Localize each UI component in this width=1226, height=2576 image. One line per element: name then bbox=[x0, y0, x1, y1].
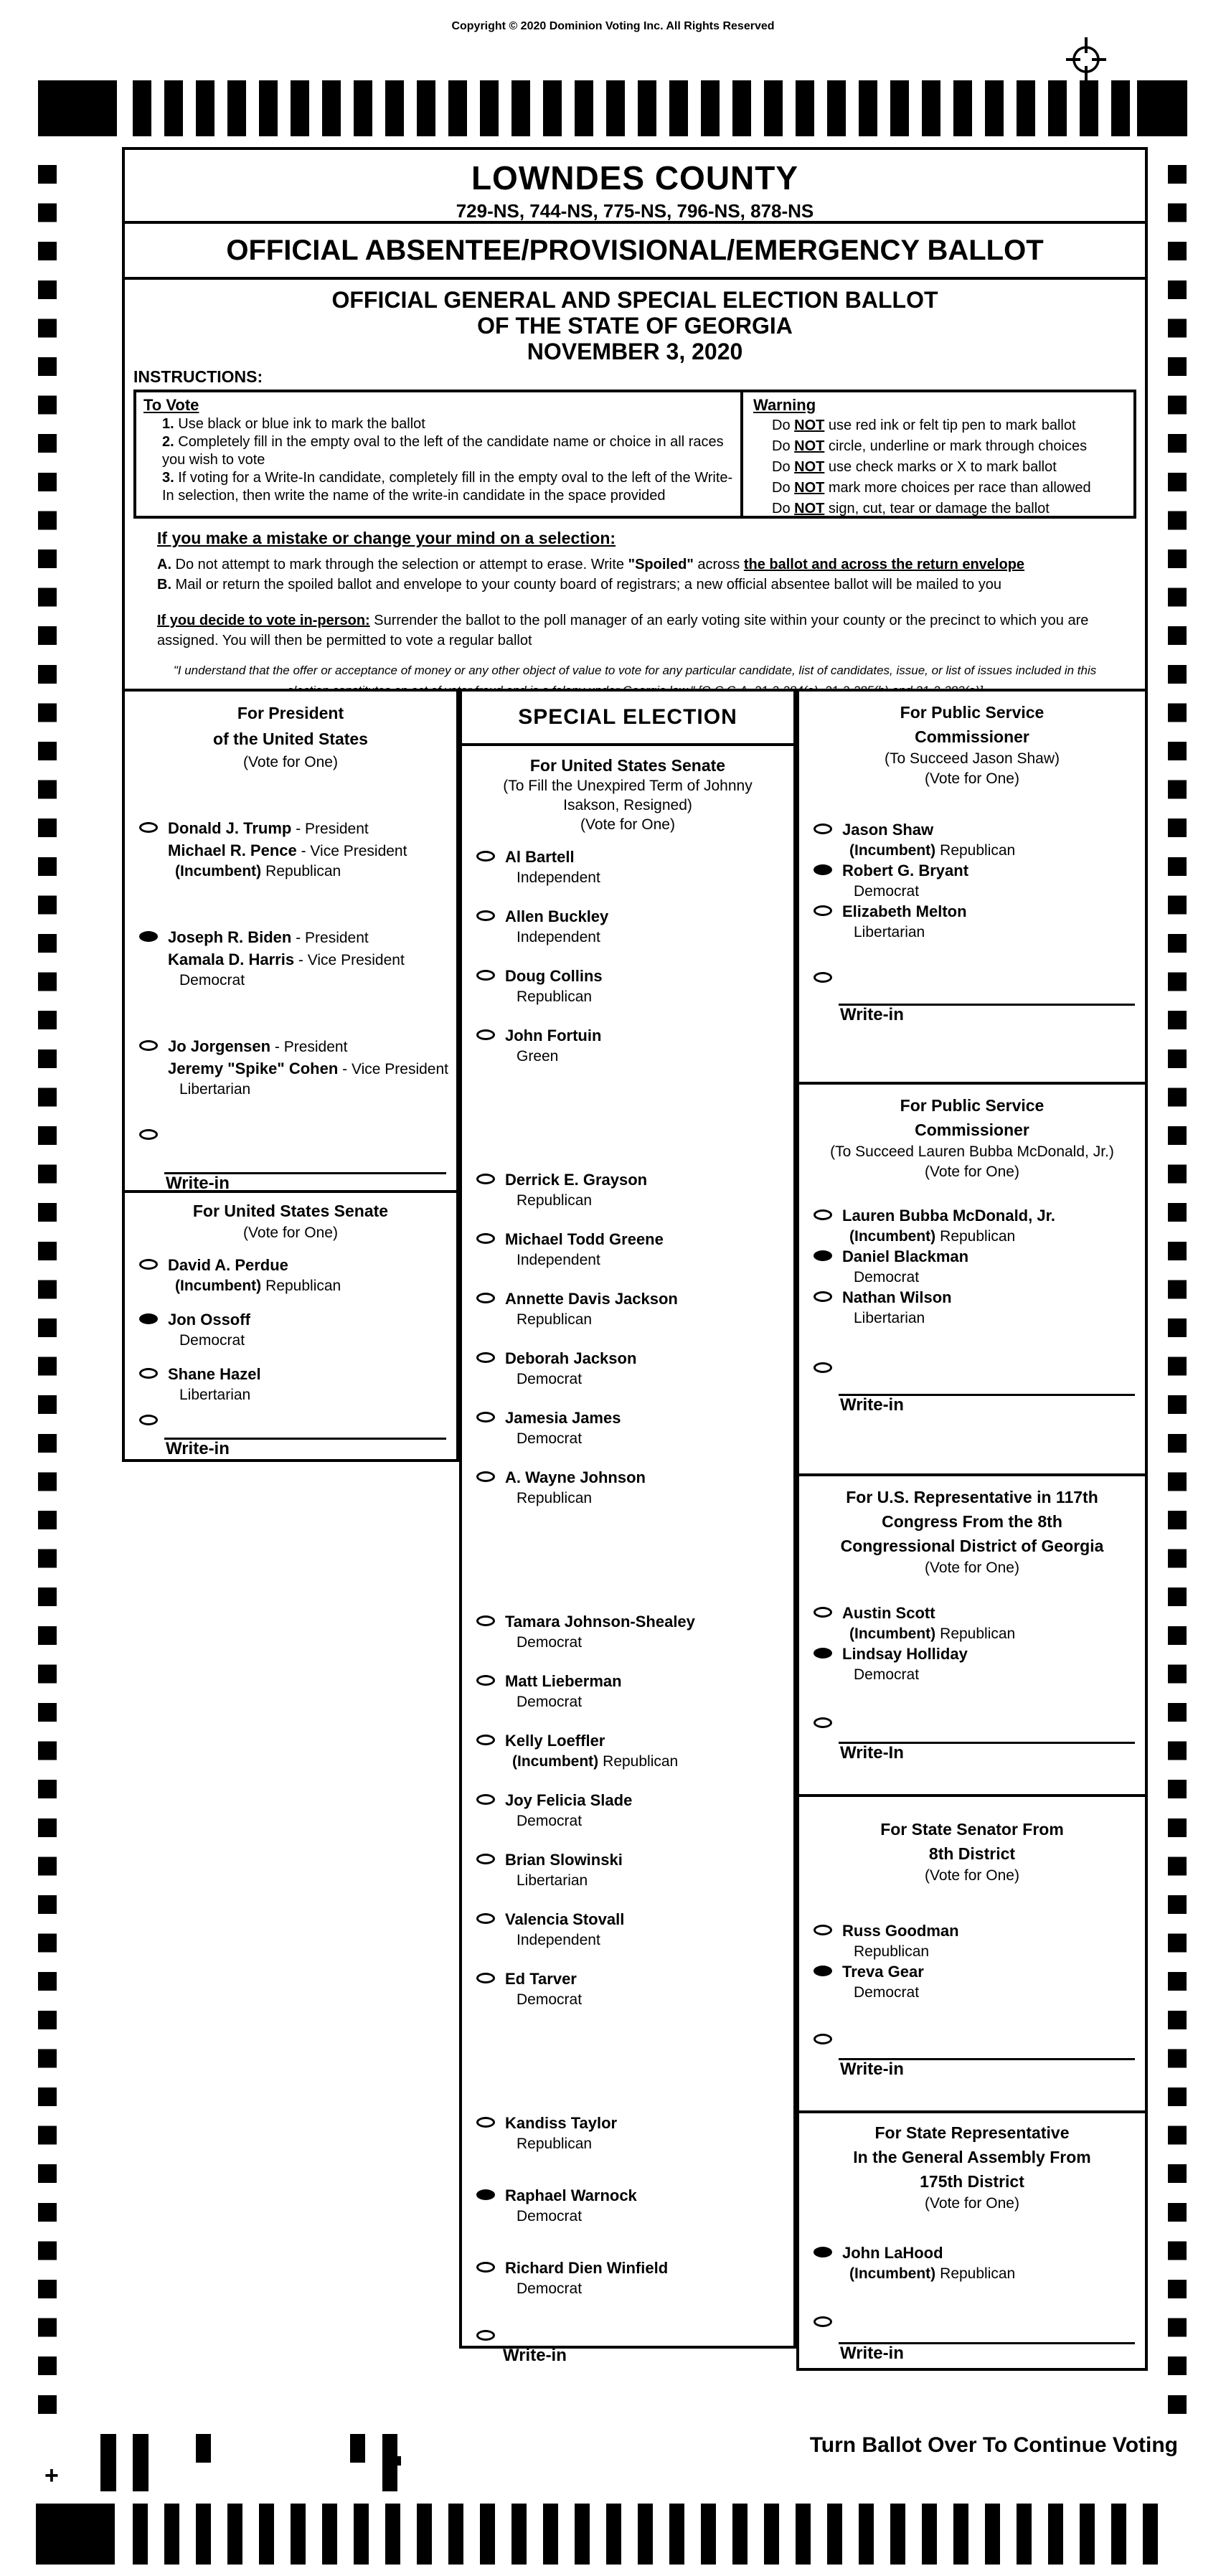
candidate-party: (Incumbent) Republican bbox=[849, 1228, 1016, 1245]
contest-header bbox=[462, 746, 793, 835]
candidate-row bbox=[799, 819, 1145, 860]
candidate-oval[interactable] bbox=[476, 1615, 495, 1626]
candidate-party: Independent bbox=[517, 929, 600, 945]
candidate-oval[interactable] bbox=[476, 851, 495, 862]
candidate-oval[interactable] bbox=[476, 1233, 495, 1244]
precinct-list: 729-NS, 744-NS, 775-NS, 796-NS, 878-NS bbox=[456, 200, 814, 222]
contest-header bbox=[799, 1476, 1145, 1578]
write-in-area bbox=[799, 2034, 1145, 2079]
barcode-bar bbox=[350, 2434, 365, 2463]
write-in-oval[interactable] bbox=[814, 1362, 832, 1373]
candidate-party: Republican bbox=[517, 1192, 593, 1209]
candidate-oval[interactable] bbox=[476, 1471, 495, 1482]
timing-marks-bottom bbox=[133, 2504, 1159, 2565]
candidate-row bbox=[462, 1790, 793, 1831]
candidate-list bbox=[125, 1255, 456, 1405]
candidate-name: Elizabeth Melton bbox=[842, 902, 967, 920]
candidate-oval[interactable] bbox=[814, 1250, 832, 1261]
candidate-name: Lauren Bubba McDonald, Jr. bbox=[842, 1207, 1056, 1225]
candidate-row bbox=[462, 1288, 793, 1329]
candidate-oval[interactable] bbox=[814, 1209, 832, 1220]
candidate-oval[interactable] bbox=[476, 1174, 495, 1184]
candidate-party: Green bbox=[517, 1048, 559, 1065]
candidate-oval[interactable] bbox=[476, 2117, 495, 2128]
candidate-name: Raphael Warnock bbox=[505, 2186, 637, 2204]
candidate-name: John LaHood bbox=[842, 2244, 943, 2262]
candidate-row bbox=[799, 1961, 1145, 2002]
write-in-label: Write-In bbox=[840, 1743, 904, 1763]
candidate-row bbox=[125, 1309, 456, 1350]
candidate-name: Allen Buckley bbox=[505, 907, 609, 925]
mistake-step-b: B. Mail or return the spoiled ballot and envelope to your county board of registrars; a new official absentee ballot will be mailed to you bbox=[157, 577, 1001, 593]
write-in-oval[interactable] bbox=[814, 972, 832, 983]
candidate-name: Treva Gear bbox=[842, 1963, 924, 1981]
contest-us-rep-8th bbox=[799, 1476, 1145, 1797]
candidate-party: Democrat bbox=[517, 2280, 583, 2297]
candidate-oval[interactable] bbox=[476, 1913, 495, 1924]
candidate-name: Derrick E. Grayson bbox=[505, 1171, 648, 1189]
mistake-heading: If you make a mistake or change your mind on a selection: bbox=[157, 529, 616, 547]
candidate-party: Democrat bbox=[517, 2208, 583, 2224]
candidate-party: Republican bbox=[517, 2136, 593, 2152]
candidate-name: Joseph R. Biden - President bbox=[168, 928, 369, 946]
candidate-oval[interactable] bbox=[139, 931, 158, 942]
candidate-party: Libertarian bbox=[517, 1872, 588, 1889]
candidate-name: A. Wayne Johnson bbox=[505, 1468, 646, 1486]
candidate-oval[interactable] bbox=[814, 1291, 832, 1302]
write-in-area bbox=[799, 2316, 1145, 2363]
contest-title: For President of the United States bbox=[213, 704, 368, 748]
vote-for-instruction: (Vote for One) bbox=[925, 1867, 1019, 1884]
column-left bbox=[122, 689, 459, 1462]
candidate-row bbox=[799, 1920, 1145, 1961]
candidate-name: Valencia Stovall bbox=[505, 1910, 625, 1928]
contest-title: For Public Service Commissioner bbox=[900, 1096, 1045, 1139]
timing-mark-block-bottom-left bbox=[36, 2504, 115, 2565]
vote-for-instruction: (Vote for One) bbox=[925, 770, 1019, 787]
write-in-area bbox=[799, 1717, 1145, 1763]
tiny-print-mark bbox=[394, 2456, 401, 2466]
candidate-row bbox=[125, 1364, 456, 1405]
barcode-bar bbox=[133, 2434, 148, 2491]
fraud-statement: "I understand that the offer or acceptance of money or any other object of value to vote for any particular candidate, list of candidates, issue, or list of issues included in this bbox=[173, 664, 1097, 677]
write-in-oval[interactable] bbox=[139, 1129, 158, 1140]
ballot-type-box bbox=[122, 224, 1148, 280]
in-person-note: If you decide to vote in-person: Surrender the ballot to the poll manager of an early voting site within your county or the precinct to which you are assigned. You will then be permitted to vote a regular ballot bbox=[157, 613, 1089, 648]
vote-for-instruction: (Vote for One) bbox=[925, 2195, 1019, 2212]
candidate-list bbox=[799, 1920, 1145, 2002]
candidate-row bbox=[125, 927, 456, 990]
ballot-body bbox=[122, 147, 1148, 2371]
write-in-label: Write-in bbox=[166, 1439, 230, 1458]
candidate-oval[interactable] bbox=[476, 2189, 495, 2200]
candidate-name: Robert G. Bryant bbox=[842, 862, 969, 879]
ballot-type-title: OFFICIAL ABSENTEE/PROVISIONAL/EMERGENCY BALLOT bbox=[226, 234, 1044, 266]
candidate-party: Libertarian bbox=[854, 1310, 925, 1326]
candidate-name: Matt Lieberman bbox=[505, 1672, 622, 1690]
candidate-name: Lindsay Holliday bbox=[842, 1645, 968, 1663]
candidate-oval[interactable] bbox=[476, 1675, 495, 1686]
write-in-label: Write-in bbox=[840, 1395, 904, 1415]
contest-state-senator-8th bbox=[799, 1797, 1145, 2113]
candidate-row bbox=[125, 1255, 456, 1296]
candidate-party: Democrat bbox=[517, 1371, 583, 1387]
candidate-row bbox=[462, 2113, 793, 2153]
write-in-area bbox=[799, 972, 1145, 1024]
candidate-row bbox=[799, 1205, 1145, 1246]
candidate-name: Austin Scott bbox=[842, 1604, 935, 1622]
barcode-bar bbox=[100, 2434, 116, 2491]
election-title-line1: OFFICIAL GENERAL AND SPECIAL ELECTION BALLOT bbox=[331, 287, 938, 313]
copyright-text: Copyright © 2020 Dominion Voting Inc. All Rights Reserved bbox=[451, 20, 775, 32]
candidate-oval[interactable] bbox=[476, 2262, 495, 2273]
candidate-party: Democrat bbox=[517, 1813, 583, 1829]
instructions-table bbox=[133, 390, 1136, 519]
contest-columns bbox=[122, 689, 1148, 2371]
candidate-name: Michael Todd Greene bbox=[505, 1230, 664, 1248]
candidate-oval[interactable] bbox=[476, 1352, 495, 1363]
candidate-name: Annette Davis Jackson bbox=[505, 1290, 678, 1308]
candidate-name: Joy Felicia Slade bbox=[505, 1791, 633, 1809]
candidate-name: David A. Perdue bbox=[168, 1256, 288, 1274]
candidate-oval[interactable] bbox=[814, 864, 832, 875]
candidate-party: Republican bbox=[517, 989, 593, 1005]
candidate-row bbox=[462, 2185, 793, 2226]
vote-for-instruction: (Vote for One) bbox=[580, 816, 675, 833]
warning-list: Do NOT use red ink or felt tip pen to mark ballot Do NOT circle, underline or mark through choices Do NOT use check marks or X to mark ballot Do NOT mark more choices per race than allowed Do NOT sign, cut, tear or damage the ballot bbox=[772, 417, 1091, 516]
running-mate-name: Michael R. Pence - Vice President bbox=[168, 841, 407, 859]
candidate-name: John Fortuin bbox=[505, 1027, 602, 1044]
mistake-instructions bbox=[125, 519, 1145, 701]
contest-state-rep-175th bbox=[799, 2113, 1145, 2365]
contest-subtitle: (To Fill the Unexpired Term of Johnny Isakson, Resigned) bbox=[503, 778, 753, 813]
candidate-party: Democrat bbox=[854, 883, 920, 900]
write-in-label: Write-in bbox=[840, 2060, 904, 2079]
timing-marks-left bbox=[38, 165, 57, 2414]
candidate-oval[interactable] bbox=[476, 1973, 495, 1983]
candidate-oval[interactable] bbox=[476, 1293, 495, 1303]
running-mate-name: Jeremy "Spike" Cohen - Vice President bbox=[168, 1060, 448, 1077]
candidate-row bbox=[799, 1287, 1145, 1328]
contest-header bbox=[799, 1797, 1145, 1886]
write-in-oval[interactable] bbox=[139, 1415, 158, 1425]
candidate-row bbox=[125, 818, 456, 881]
candidate-party: Democrat bbox=[517, 1430, 583, 1447]
write-in-label: Write-in bbox=[840, 1005, 904, 1024]
to-vote-list: 1. Use black or blue ink to mark the ballot 2. Completely fill in the empty oval to the left of the candidate name or choice in all races you wish to vote 3. If voting for a Write-In candidate, completely fill in the empty oval to the left of the Write-In selection, then write the name of the write-in candidate in the space provided bbox=[162, 416, 733, 504]
vote-for-instruction: (Vote for One) bbox=[925, 1164, 1019, 1180]
write-in-oval[interactable] bbox=[814, 1717, 832, 1728]
contest-title: For United States Senate bbox=[192, 1202, 389, 1220]
candidate-party: Independent bbox=[517, 1252, 600, 1268]
candidate-oval[interactable] bbox=[814, 824, 832, 834]
write-in-oval[interactable] bbox=[476, 2330, 495, 2341]
contest-us-senate bbox=[125, 1193, 456, 1459]
candidate-oval[interactable] bbox=[476, 1854, 495, 1864]
candidate-party: Democrat bbox=[179, 972, 245, 989]
timing-mark-block-top-right bbox=[1137, 80, 1187, 136]
candidate-name: Daniel Blackman bbox=[842, 1247, 969, 1265]
contest-header bbox=[799, 1085, 1145, 1182]
candidate-party: Democrat bbox=[854, 1984, 920, 2001]
candidate-party: Democrat bbox=[854, 1666, 920, 1683]
candidate-party: Republican bbox=[517, 1311, 593, 1328]
candidate-row bbox=[462, 906, 793, 947]
turn-ballot-over-text: Turn Ballot Over To Continue Voting bbox=[809, 2433, 1178, 2457]
candidate-row bbox=[462, 1229, 793, 1270]
candidate-name: Deborah Jackson bbox=[505, 1349, 637, 1367]
candidate-oval[interactable] bbox=[476, 1029, 495, 1040]
candidate-name: Jamesia James bbox=[505, 1409, 621, 1427]
candidate-row bbox=[462, 1849, 793, 1890]
candidate-party: Libertarian bbox=[179, 1387, 251, 1403]
candidate-name: Jo Jorgensen - President bbox=[168, 1037, 348, 1055]
candidate-party: Independent bbox=[517, 1932, 600, 1948]
candidate-name: Jon Ossoff bbox=[168, 1311, 250, 1329]
candidate-party: Democrat bbox=[179, 1332, 245, 1349]
candidate-row bbox=[462, 1968, 793, 2009]
write-in-label: Write-in bbox=[166, 1174, 230, 1193]
candidate-row bbox=[462, 1169, 793, 1210]
registration-target-icon bbox=[1061, 34, 1111, 85]
instructions-label: INSTRUCTIONS: bbox=[133, 367, 263, 386]
vote-for-instruction: (Vote for One) bbox=[243, 754, 338, 770]
candidate-row bbox=[462, 846, 793, 887]
vote-for-instruction: (Vote for One) bbox=[925, 1560, 1019, 1576]
candidate-row bbox=[462, 1671, 793, 1712]
contest-title: For Public Service Commissioner bbox=[900, 703, 1045, 746]
candidate-party: (Incumbent) Republican bbox=[175, 863, 341, 879]
candidate-oval[interactable] bbox=[476, 1735, 495, 1745]
write-in-oval[interactable] bbox=[814, 2316, 832, 2327]
warning-cell bbox=[740, 392, 1133, 516]
candidate-list bbox=[462, 846, 793, 2298]
election-title-line2: OF THE STATE OF GEORGIA bbox=[477, 313, 793, 339]
candidate-row bbox=[125, 1036, 456, 1099]
contest-subtitle: (To Succeed Jason Shaw) bbox=[885, 750, 1060, 767]
contest-title: For State Senator From 8th District bbox=[880, 1820, 1064, 1863]
candidate-oval[interactable] bbox=[139, 1040, 158, 1051]
candidate-name: Richard Dien Winfield bbox=[505, 2259, 669, 2277]
contest-header bbox=[125, 692, 456, 773]
candidate-party: Libertarian bbox=[854, 924, 925, 940]
county-title: LOWNDES COUNTY bbox=[471, 159, 799, 197]
contest-president bbox=[125, 692, 456, 1193]
contest-us-senate-special bbox=[462, 746, 793, 2364]
candidate-name: Nathan Wilson bbox=[842, 1288, 952, 1306]
vote-for-instruction: (Vote for One) bbox=[243, 1225, 338, 1241]
candidate-oval[interactable] bbox=[814, 1925, 832, 1935]
candidate-name: Shane Hazel bbox=[168, 1365, 261, 1383]
candidate-oval[interactable] bbox=[139, 822, 158, 833]
contest-title: For U.S. Representative in 117th Congress From the 8th Congressional District of Georgia bbox=[840, 1488, 1104, 1555]
candidate-party: (Incumbent) Republican bbox=[849, 2265, 1016, 2282]
candidate-row bbox=[799, 1643, 1145, 1684]
candidate-oval[interactable] bbox=[814, 1607, 832, 1618]
candidate-list bbox=[799, 2242, 1145, 2283]
timing-marks-top bbox=[133, 80, 1130, 136]
contest-psc-mcdonald bbox=[799, 1085, 1145, 1476]
barcode-bar bbox=[196, 2434, 211, 2463]
mistake-step-a: A. Do not attempt to mark through the selection or attempt to erase. Write "Spoiled" across the ballot and across the return envelope bbox=[157, 557, 1025, 572]
candidate-party: (Incumbent) Republican bbox=[512, 1753, 679, 1770]
candidate-name: Kelly Loeffler bbox=[505, 1732, 605, 1750]
column-special-election bbox=[459, 689, 796, 2364]
candidate-name: Tamara Johnson-Shealey bbox=[505, 1613, 695, 1631]
candidate-oval[interactable] bbox=[476, 970, 495, 981]
contest-header bbox=[799, 2113, 1145, 2214]
election-header-box bbox=[122, 280, 1148, 689]
candidate-name: Donald J. Trump - President bbox=[168, 819, 369, 837]
to-vote-title: To Vote bbox=[143, 396, 199, 414]
candidate-oval[interactable] bbox=[139, 1368, 158, 1379]
candidate-row bbox=[799, 860, 1145, 901]
contest-subtitle: (To Succeed Lauren Bubba McDonald, Jr.) bbox=[830, 1143, 1114, 1160]
contest-header bbox=[799, 692, 1145, 789]
timing-mark-block-top-left bbox=[38, 80, 117, 136]
candidate-row bbox=[462, 1348, 793, 1389]
write-in-area bbox=[125, 1415, 456, 1458]
candidate-row bbox=[462, 2257, 793, 2298]
candidate-name: Ed Tarver bbox=[505, 1970, 577, 1988]
candidate-party: (Incumbent) Republican bbox=[849, 1626, 1016, 1642]
candidate-row bbox=[462, 966, 793, 1006]
candidate-party: Democrat bbox=[517, 1694, 583, 1710]
candidate-row bbox=[799, 1246, 1145, 1287]
warning-title: Warning bbox=[753, 396, 816, 414]
candidate-party: (Incumbent) Republican bbox=[175, 1278, 341, 1294]
candidate-name: Brian Slowinski bbox=[505, 1851, 623, 1869]
write-in-area bbox=[462, 2330, 793, 2364]
candidate-oval[interactable] bbox=[814, 905, 832, 916]
candidate-party: Independent bbox=[517, 869, 600, 886]
candidate-party: Republican bbox=[517, 1490, 593, 1506]
candidate-party: Libertarian bbox=[179, 1081, 251, 1098]
candidate-oval[interactable] bbox=[139, 1259, 158, 1270]
contest-title: For United States Senate bbox=[529, 756, 726, 775]
candidate-party: Republican bbox=[854, 1943, 930, 1960]
write-in-label: Write-in bbox=[503, 2346, 567, 2364]
write-in-oval[interactable] bbox=[814, 2034, 832, 2044]
candidate-oval[interactable] bbox=[814, 1966, 832, 1976]
running-mate-name: Kamala D. Harris - Vice President bbox=[168, 950, 405, 968]
candidate-row bbox=[799, 1603, 1145, 1643]
write-in-label: Write-in bbox=[840, 2344, 904, 2363]
candidate-name: Doug Collins bbox=[505, 967, 603, 985]
candidate-row bbox=[462, 1025, 793, 1066]
candidate-oval[interactable] bbox=[476, 1412, 495, 1423]
special-election-banner: SPECIAL ELECTION bbox=[462, 692, 793, 746]
candidate-list bbox=[125, 818, 456, 1099]
timing-marks-right bbox=[1168, 165, 1187, 2414]
write-in-area bbox=[125, 1129, 456, 1193]
candidate-name: Jason Shaw bbox=[842, 821, 934, 839]
candidate-party: Democrat bbox=[517, 1634, 583, 1651]
election-date: NOVEMBER 3, 2020 bbox=[527, 339, 743, 364]
candidate-oval[interactable] bbox=[139, 1313, 158, 1324]
write-in-area bbox=[799, 1362, 1145, 1415]
candidate-name: Russ Goodman bbox=[842, 1922, 959, 1940]
candidate-row bbox=[462, 1611, 793, 1652]
contest-psc-shaw bbox=[799, 692, 1145, 1085]
plus-registration-mark: + bbox=[44, 2462, 59, 2489]
candidate-name: Kandiss Taylor bbox=[505, 2114, 618, 2132]
column-right bbox=[796, 689, 1148, 2371]
candidate-row bbox=[462, 1909, 793, 1950]
to-vote-cell bbox=[136, 392, 740, 516]
candidate-party: Democrat bbox=[517, 1991, 583, 2008]
candidate-row bbox=[799, 901, 1145, 942]
candidate-name: Al Bartell bbox=[505, 848, 575, 866]
candidate-row bbox=[799, 2242, 1145, 2283]
county-header-box bbox=[122, 147, 1148, 224]
candidate-oval[interactable] bbox=[476, 1794, 495, 1805]
candidate-party: (Incumbent) Republican bbox=[849, 842, 1016, 859]
candidate-oval[interactable] bbox=[814, 1648, 832, 1659]
candidate-oval[interactable] bbox=[814, 2247, 832, 2257]
candidate-row bbox=[462, 1467, 793, 1508]
candidate-party: Democrat bbox=[854, 1269, 920, 1285]
candidate-list bbox=[799, 1205, 1145, 1328]
candidate-list bbox=[799, 819, 1145, 942]
candidate-row bbox=[462, 1407, 793, 1448]
contest-header bbox=[125, 1193, 456, 1243]
candidate-list bbox=[799, 1603, 1145, 1684]
contest-title: For State Representative In the General Assembly From 175th District bbox=[853, 2123, 1091, 2191]
candidate-row bbox=[462, 1730, 793, 1771]
candidate-oval[interactable] bbox=[476, 910, 495, 921]
